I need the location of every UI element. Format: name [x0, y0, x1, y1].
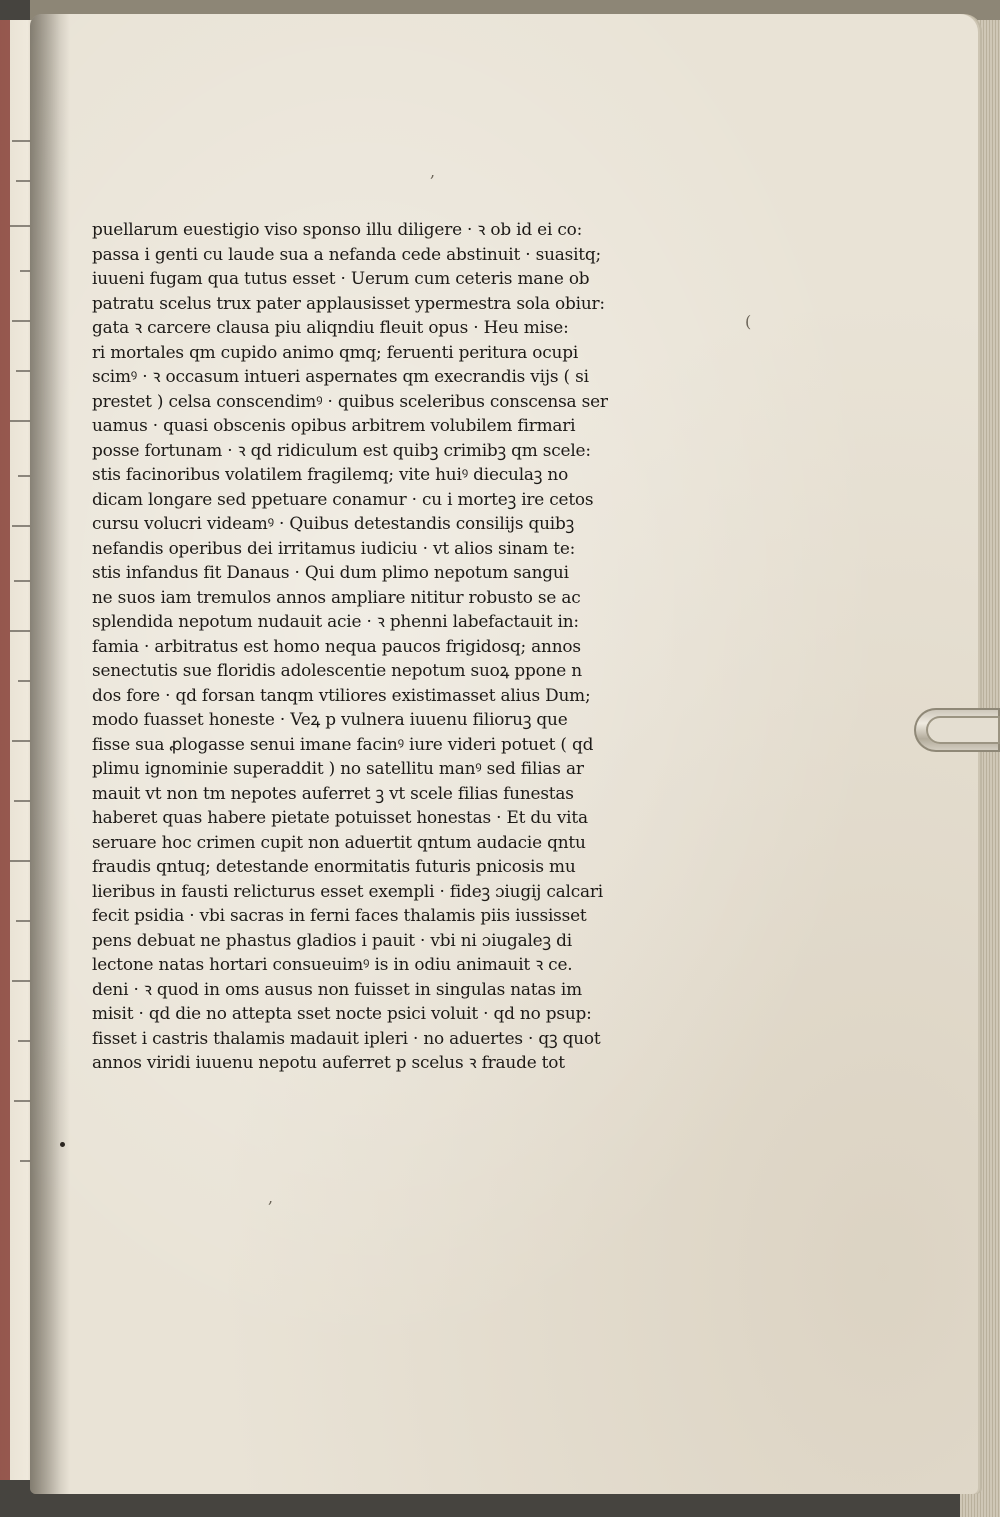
- text-line: ne suos iam tremulos annos ampliare nititur robusto se ac: [92, 587, 581, 608]
- text-line: fraudis qntuq; detestande enormitatis futuris pnicosis mu: [92, 857, 576, 877]
- text-line: senectutis sue floridis adolescentie nepotum suoꝝ ppone n: [92, 661, 582, 681]
- text-line: haberet quas habere pietate potuisset honestas · Et du vita: [92, 808, 588, 828]
- text-line: famia · arbitratus est homo nequa paucos frigidosq; annos: [92, 636, 581, 657]
- text-line: pens debuat ne phastus gladios i pauit · vbi ni ɔiugaleꝫ di: [92, 930, 572, 951]
- text-line: patratu scelus trux pater applausisset ypermestra sola obiur:: [92, 293, 605, 314]
- text-line: posse fortunam · ꝛ qd ridiculum est quibꝫ crimibꝫ qm scele:: [92, 440, 591, 461]
- text-line: nefandis operibus dei irritamus iudiciu · vt alios sinam te:: [92, 538, 576, 559]
- text-line: mauit vt non tm nepotes auferret ꝫ vt scele filias funestas: [92, 783, 574, 804]
- text-line: lieribus in fausti relicturus esset exempli · fideꝫ ɔiugij calcari: [92, 881, 603, 902]
- text-line: dicam longare sed ppetuare conamur · cu i morteꝫ ire cetos: [92, 489, 594, 510]
- text-line: fisse sua ꝓlogasse senui imane facinꝰ iure videri potuet ( qd: [92, 734, 594, 755]
- text-line: puellarum euestigio viso sponso illu diligere · ꝛ ob id ei co:: [92, 220, 583, 240]
- page-gutter-shadow: [30, 14, 70, 1494]
- page-clip-loop: [926, 716, 1000, 744]
- text-block: [92, 218, 692, 1076]
- page-speck: ,: [268, 1188, 274, 1207]
- text-line: fisset i castris thalamis madauit ipleri · no aduertes · qꝫ quot: [92, 1028, 601, 1049]
- text-line: cursu volucri videamꝰ · Quibus detestandis consilijs quibꝫ: [92, 514, 575, 534]
- page-speck: ,: [430, 162, 436, 181]
- text-line: dos fore · qd forsan tanqm vtiliores existimasset alius Dum;: [92, 685, 591, 706]
- text-line: misit · qd die no attepta sset nocte psici voluit · qd no psup:: [92, 1004, 592, 1024]
- binding-edge: [0, 20, 10, 1480]
- text-line: stis infandus fit Danaus · Qui dum plimo nepotum sangui: [92, 563, 569, 583]
- text-line: annos viridi iuuenu nepotu auferret p scelus ꝛ fraude tot: [92, 1053, 565, 1073]
- text-line: plimu ignominie superaddit ) no satellitu manꝰ sed filias ar: [92, 759, 584, 779]
- text-line: modo fuasset honeste · Veꝝ p vulnera iuuenu filioruꝫ que: [92, 710, 568, 730]
- text-line: scimꝰ · ꝛ occasum intueri aspernates qm execrandis vijs ( si: [92, 367, 589, 387]
- text-line: iuueni fugam qua tutus esset · Uerum cum ceteris mane ob: [92, 269, 590, 289]
- page-speck: (: [745, 312, 752, 331]
- text-line: passa i genti cu laude sua a nefanda cede abstinuit · suasitq;: [92, 244, 602, 265]
- text-line: gata ꝛ carcere clausa piu aliqndiu fleuit opus · Heu mise:: [92, 318, 569, 338]
- text-line: prestet ) celsa conscendimꝰ · quibus sceleribus conscensa ser: [92, 391, 608, 412]
- text-line: stis facinoribus volatilem fragilemq; vite huiꝰ dieculaꝫ no: [92, 465, 569, 485]
- text-line: splendida nepotum nudauit acie · ꝛ phenni labefactauit in:: [92, 612, 579, 632]
- text-line: lectone natas hortari consueuimꝰ is in odiu animauit ꝛ ce.: [92, 955, 573, 975]
- text-line: fecit psidia · vbi sacras in ferni faces thalamis piis iussisset: [92, 906, 587, 926]
- text-line: ri mortales qm cupido animo qmq; feruenti peritura ocupi: [92, 342, 579, 363]
- text-line: seruare hoc crimen cupit non aduertit qntum audacie qntu: [92, 832, 586, 853]
- text-line: uamus · quasi obscenis opibus arbitrem volubilem firmari: [92, 416, 576, 436]
- ink-blot: [60, 1142, 65, 1147]
- text-line: deni · ꝛ quod in oms ausus non fuisset in singulas natas im: [92, 979, 582, 1000]
